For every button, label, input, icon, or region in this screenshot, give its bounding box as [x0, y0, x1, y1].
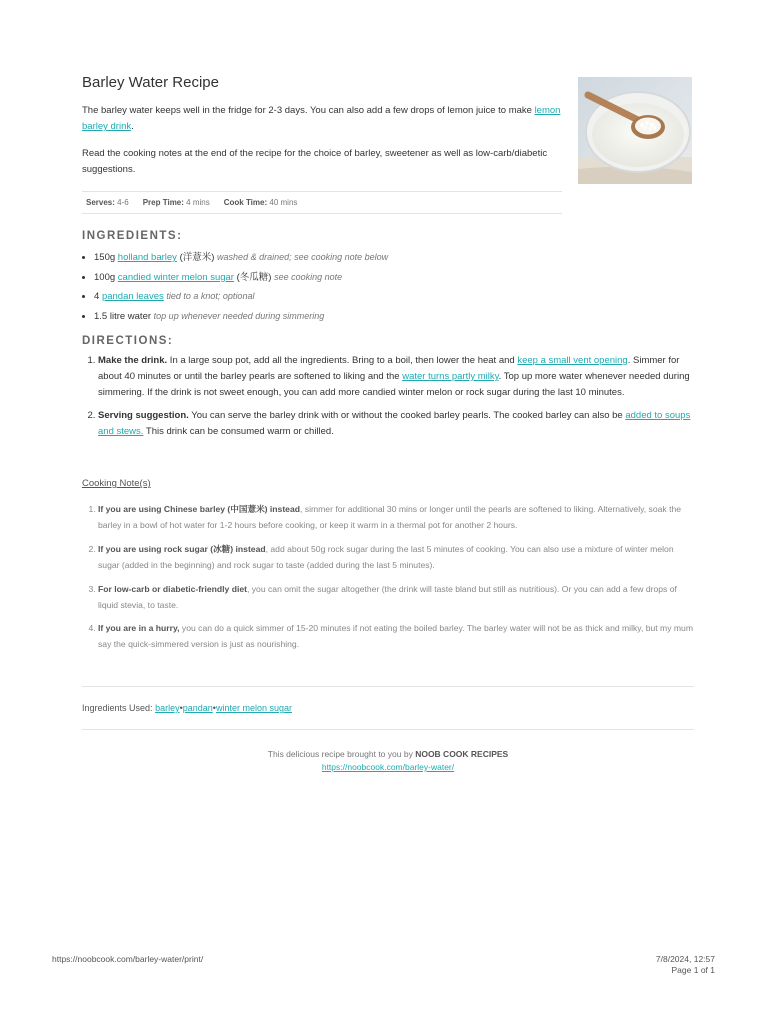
step-title: Make the drink.	[98, 355, 168, 366]
tag-barley-link[interactable]: barley	[155, 703, 180, 713]
tag-pandan-link[interactable]: pandan	[182, 703, 213, 713]
ingredients-used-label: Ingredients Used:	[82, 703, 153, 713]
serves-label: Serves:	[86, 198, 115, 207]
cooking-notes-section	[82, 502, 694, 661]
directions-heading: DIRECTIONS:	[82, 335, 174, 347]
prep-time-info	[143, 198, 210, 207]
step-title: Serving suggestion.	[98, 410, 189, 422]
soups-and-stews-link[interactable]: added to soups and stews.	[98, 410, 691, 438]
credit-brand: NOOB COOK RECIPES	[415, 749, 509, 759]
direction-step-1	[98, 353, 694, 400]
ingredient-note: tied to a knot; optional	[166, 291, 255, 301]
barley-water-photo	[578, 77, 692, 184]
prep-time-value: 4 mins	[186, 198, 210, 207]
prep-time-label: Prep Time:	[142, 198, 184, 207]
direction-step-2	[98, 408, 694, 440]
note-text: , you can omit the sugar altogether (the drink will taste bland but still as nutritious). Or you can add a few drops of liquid stevia, to taste.	[98, 583, 677, 610]
directions-list	[82, 353, 694, 440]
directions-section	[82, 335, 694, 448]
serves-info	[86, 198, 129, 207]
list-item	[94, 287, 694, 307]
ingredients-used	[82, 686, 694, 730]
recipe-card	[82, 70, 694, 772]
note-lead: If you are in a hurry,	[98, 623, 180, 634]
ingredients-section	[82, 230, 694, 326]
water-milky-link[interactable]: water turns partly milky	[402, 370, 499, 382]
cooking-notes-heading: Cooking Note(s)	[82, 478, 151, 489]
ingredients-heading: INGREDIENTS:	[82, 230, 183, 242]
tag-separator: •	[212, 703, 216, 713]
tag-separator: •	[179, 703, 183, 713]
ingredient-qty: 150g	[94, 252, 118, 263]
step-text: This drink can be consumed warm or chilled.	[143, 426, 334, 438]
ingredient-note: top up whenever needed during simmering	[153, 310, 325, 321]
note-lead: If you are using rock sugar (冰糖) instead	[98, 543, 266, 554]
note-text: , simmer for additional 30 mins or longer until the pearls are softened to liking. Alternatively, soak the barley in a bowl of hot water for 1-2 hours before cooking, or keep it warm in a thermal pot for another 2 hours.	[98, 504, 682, 530]
small-vent-opening-link[interactable]: keep a small vent opening	[517, 355, 628, 366]
ingredients-list	[82, 248, 694, 326]
credit-line	[82, 748, 694, 761]
tag-winter-melon-sugar-link[interactable]: winter melon sugar	[215, 703, 292, 713]
lemon-barley-drink-link[interactable]: lemon barley drink	[82, 105, 561, 132]
print-footer-meta	[656, 954, 715, 976]
credit-text: This delicious recipe brought to you by	[267, 749, 416, 759]
barley-water-illustration	[578, 77, 692, 184]
ingredient-qty: 4	[94, 291, 102, 302]
note-text: , add about 50g rock sugar during the last 5 minutes of cooking. You can also use a mixture of winter melon sugar (added in the beginning) and rock sugar to taste (added during the last 5 minutes).	[98, 543, 674, 570]
recipe-credit	[82, 748, 694, 774]
ingredient-qty: 100g	[94, 271, 118, 283]
holland-barley-link[interactable]: holland barley	[117, 252, 177, 263]
intro-text: The barley water keeps well in the fridge for 2-3 days. You can also add a few drops of lemon juice to make	[82, 105, 535, 116]
list-item	[94, 248, 694, 268]
cook-time-value: 40 mins	[269, 198, 298, 207]
list-item	[94, 307, 694, 327]
cooking-notes-list	[82, 502, 694, 653]
recipe-meta	[82, 191, 562, 214]
step-text: . Simmer for about 40 minutes or until the barley pearls are softened to liking and the	[98, 355, 680, 382]
recipe-header	[82, 70, 694, 207]
ingredient-qty: 1.5 litre water	[94, 310, 154, 322]
note-lead: For low-carb or diabetic-friendly diet	[98, 583, 247, 594]
list-item	[94, 268, 694, 288]
ingredient-chinese: (洋薏米)	[176, 252, 218, 263]
print-page-number: Page 1 of 1	[671, 965, 715, 975]
cooking-note-item	[98, 502, 694, 534]
pandan-leaves-link[interactable]: pandan leaves	[101, 291, 164, 302]
ingredient-note: washed & drained; see cooking note below	[217, 252, 389, 262]
intro-punct: .	[131, 121, 134, 132]
step-text: In a large soup pot, add all the ingredients. Bring to a boil, then lower the heat and	[167, 355, 518, 366]
intro-paragraph-2: Read the cooking notes at the end of the recipe for the choice of barley, sweetener as well as low-carb/diabetic suggestions.	[82, 148, 548, 175]
cooking-note-item	[98, 542, 694, 574]
ingredient-chinese: (冬瓜糖)	[233, 271, 275, 283]
note-lead: If you are using Chinese barley (中国薏米) instead	[98, 504, 300, 514]
cooking-note-item	[98, 621, 694, 653]
step-text: You can serve the barley drink with or without the cooked barley pearls. The cooked barley can also be	[188, 410, 626, 422]
cooking-note-item	[98, 582, 694, 614]
cook-time-label: Cook Time:	[223, 198, 268, 207]
intro-paragraph-1	[82, 103, 566, 135]
recipe-title: Barley Water Recipe	[82, 74, 219, 91]
recipe-url-link[interactable]: https://noobcook.com/barley-water/	[321, 762, 455, 772]
print-datetime: 7/8/2024, 12:57	[655, 954, 715, 964]
step-text: . Top up more water whenever needed during simmering. If the drink is not sweet enough, you can add more candied winter melon or rock sugar during the last 10 minutes.	[98, 370, 690, 398]
note-text: you can do a quick simmer of 15-20 minutes if not eating the boiled barley. The barley water will not be as thick and milky, but my mum say the quick-simmered version is just as nourishing.	[98, 623, 693, 650]
winter-melon-sugar-link[interactable]: candied winter melon sugar	[117, 271, 234, 283]
cook-time-info	[224, 198, 298, 207]
ingredient-note: see cooking note	[274, 271, 343, 282]
recipe-intro	[82, 103, 566, 189]
serves-value: 4-6	[117, 198, 129, 207]
print-footer-url: https://noobcook.com/barley-water/print/	[52, 954, 204, 964]
